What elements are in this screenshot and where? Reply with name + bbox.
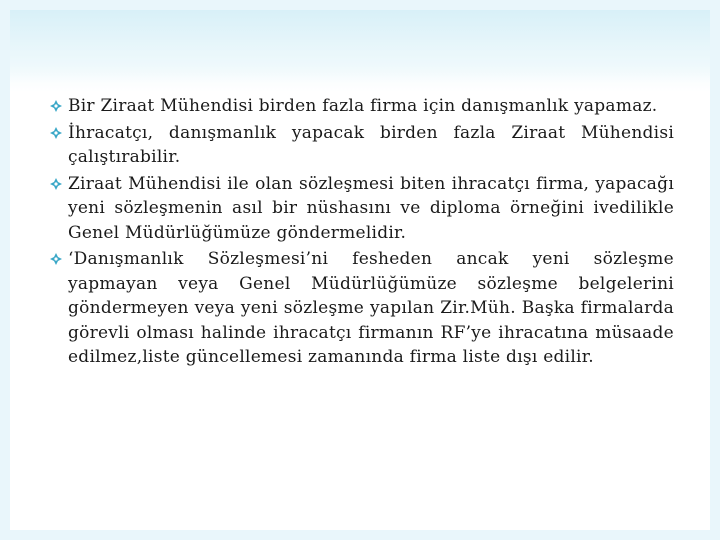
ornate-bullet-icon — [49, 177, 63, 191]
ornate-bullet-icon — [49, 99, 63, 113]
bullet-item — [48, 121, 674, 170]
bullet-item — [48, 247, 674, 370]
bullet-text: ‘Danışmanlık Sözleşmesi’ni fesheden ancak yeni sözleşme yapmayan veya Genel Müdürlüğümüze sözleşme belgelerini göndermeyen veya yeni sözleşme yapılan Zir.Müh. Başka firmalarda görevli olması halinde ihracatçı firmanın RF’ye ihracatına müsaade edilmez,liste güncellemesi zamanında firma liste dışı edilir. — [68, 249, 674, 367]
bullet-text: İhracatçı, danışmanlık yapacak birden fazla Ziraat Mühendisi çalıştırabilir. — [68, 122, 674, 167]
bullet-item — [48, 94, 674, 119]
ornate-bullet-icon — [49, 252, 63, 266]
bullet-text: Bir Ziraat Mühendisi birden fazla firma için danışmanlık yapamaz. — [68, 96, 658, 116]
bullet-text: Ziraat Mühendisi ile olan sözleşmesi biten ihracatçı firma, yapacağı yeni sözleşmenin asıl bir nüshasını ve diploma örneğini ivedilikle Genel Müdürlüğümüze göndermelidir. — [68, 173, 674, 243]
ornate-bullet-icon — [49, 126, 63, 140]
slide-body — [48, 94, 674, 372]
slide-header-band — [10, 10, 710, 82]
bullet-item — [48, 172, 674, 246]
